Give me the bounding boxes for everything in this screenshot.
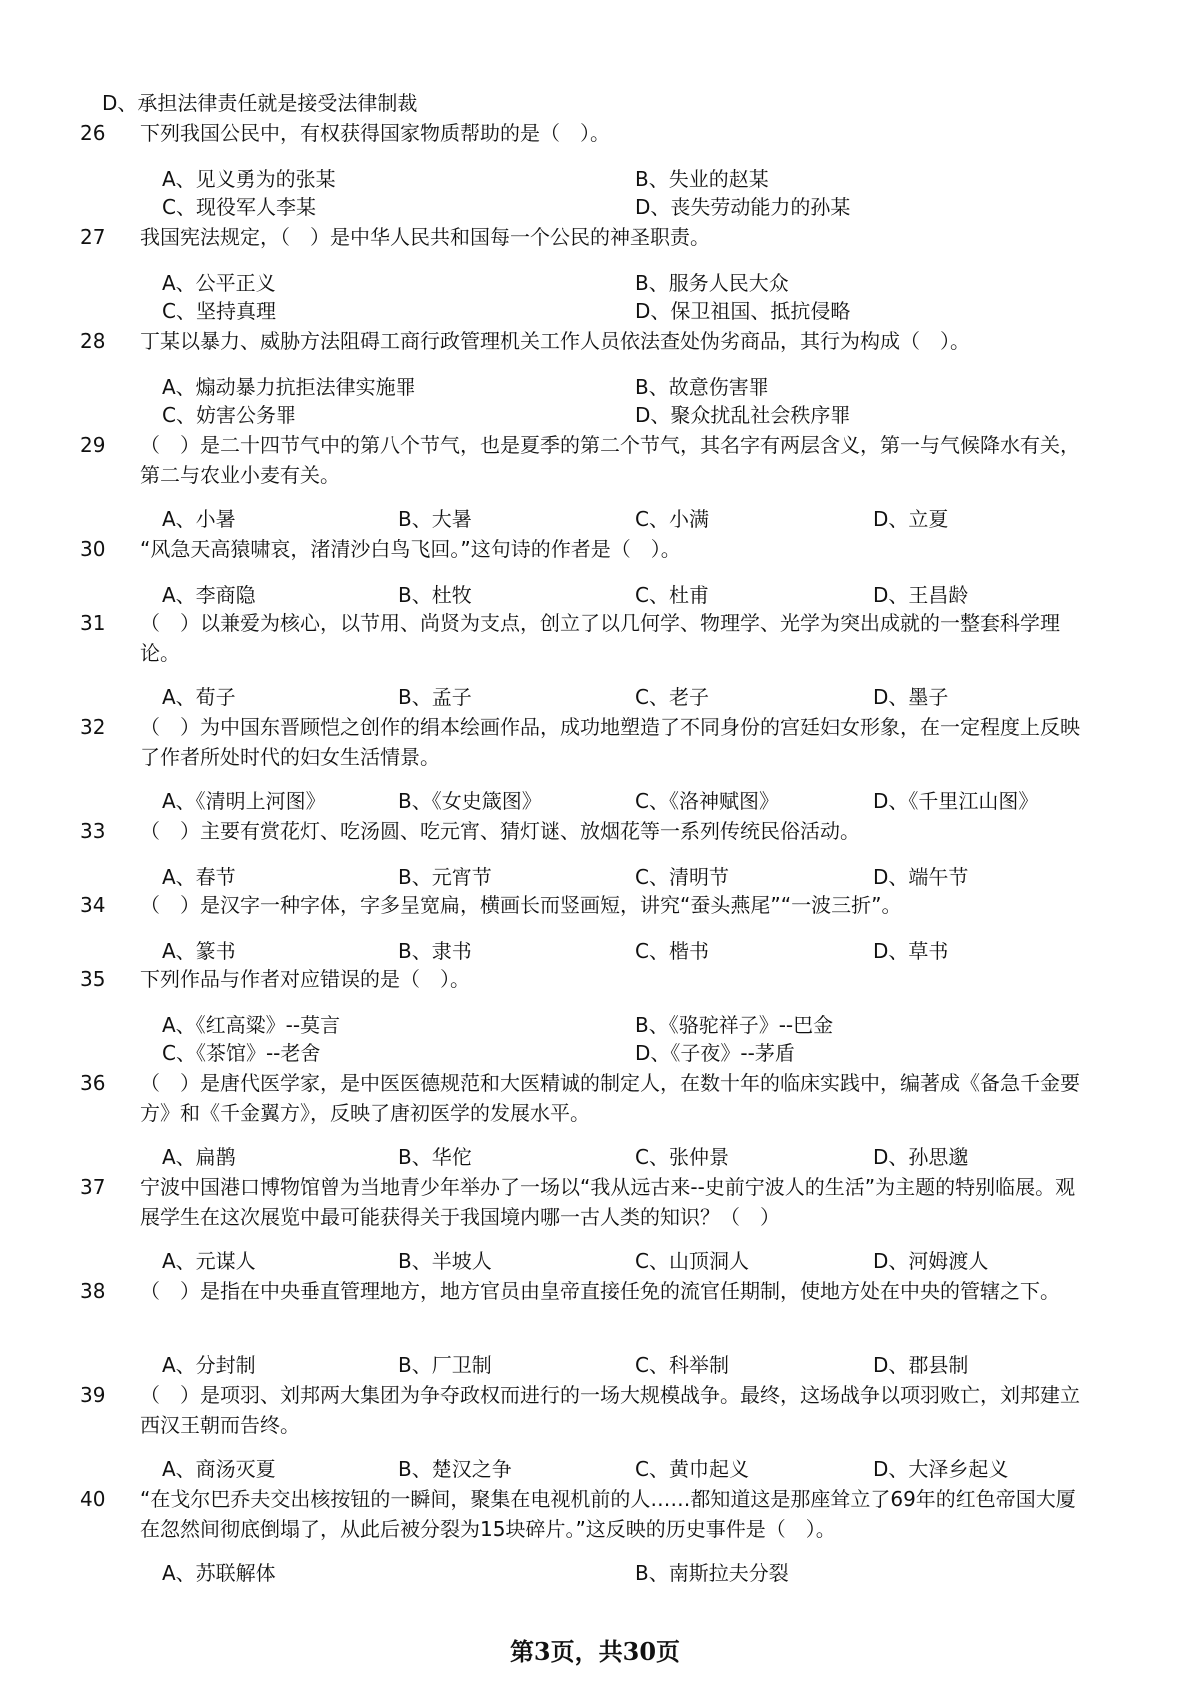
option-c: C、《洛神赋图》 — [635, 789, 779, 813]
option-b: B、孟子 — [398, 685, 472, 709]
option-d: D、《千里江山图》 — [873, 789, 1039, 813]
page-number-footer: 第3页，共30页 — [509, 1637, 681, 1666]
question-text: （ ）是唐代医学家，是中医医德规范和大医精诚的制定人，在数十年的临床实践中，编著成《备急千金要方》和《千金翼方》，反映了唐初医学的发展水平。 — [140, 1071, 1080, 1125]
option-c: C、楷书 — [635, 939, 709, 963]
option-c: C、《茶馆》--老舍 — [162, 1041, 321, 1065]
option-a: A、见义勇为的张某 — [162, 167, 336, 191]
option-b: B、隶书 — [398, 939, 472, 963]
question-text: （ ）主要有赏花灯、吃汤圆、吃元宵、猜灯谜、放烟花等一系列传统民俗活动。 — [140, 819, 860, 843]
option-c: C、杜甫 — [635, 583, 709, 607]
question-text: 宁波中国港口博物馆曾为当地青少年举办了一场以“我从远古来--史前宁波人的生活”为主题的特别临展。观展学生在这次展览中最可能获得关于我国境内哪一古人类的知识？（ ） — [140, 1175, 1076, 1229]
option-b: B、故意伤害罪 — [635, 375, 769, 399]
option-c: C、科举制 — [635, 1353, 729, 1377]
question-number: 31 — [80, 611, 106, 635]
question-number: 34 — [80, 893, 106, 917]
question-number: 36 — [80, 1071, 106, 1095]
question-text: （ ）是二十四节气中的第八个节气，也是夏季的第二个节气，其名字有两层含义，第一与气候降水有关，第二与农业小麦有关。 — [140, 433, 1080, 487]
question-text: 丁某以暴力、威胁方法阻碍工商行政管理机关工作人员依法查处伪劣商品，其行为构成（ ）。 — [140, 329, 970, 353]
question-number: 35 — [80, 967, 106, 991]
option-a: A、分封制 — [162, 1353, 256, 1377]
question-text: 我国宪法规定，（ ）是中华人民共和国每一个公民的神圣职责。 — [140, 225, 710, 249]
carryover-option: D、承担法律责任就是接受法律制裁 — [102, 91, 418, 115]
option-d: D、丧失劳动能力的孙某 — [635, 195, 851, 219]
question-text: 下列作品与作者对应错误的是（ ）。 — [140, 967, 470, 991]
option-a: A、商汤灭夏 — [162, 1457, 276, 1481]
option-b: B、厂卫制 — [398, 1353, 492, 1377]
option-a: A、《红高粱》--莫言 — [162, 1013, 341, 1037]
question-text: “风急天高猿啸哀，渚清沙白鸟飞回。”这句诗的作者是（ ）。 — [140, 537, 681, 561]
option-c: C、妨害公务罪 — [162, 403, 296, 427]
question-number: 38 — [80, 1279, 106, 1303]
option-c: C、山顶洞人 — [635, 1249, 749, 1273]
question-number: 28 — [80, 329, 106, 353]
option-c: C、小满 — [635, 507, 709, 531]
option-b: B、南斯拉夫分裂 — [635, 1561, 789, 1585]
option-a: A、荀子 — [162, 685, 236, 709]
option-b: B、楚汉之争 — [398, 1457, 512, 1481]
option-a: A、煽动暴力抗拒法律实施罪 — [162, 375, 416, 399]
option-c: C、清明节 — [635, 865, 729, 889]
option-c: C、张仲景 — [635, 1145, 729, 1169]
option-a: A、篆书 — [162, 939, 236, 963]
option-c: C、黄巾起义 — [635, 1457, 749, 1481]
option-b: B、《骆驼祥子》--巴金 — [635, 1013, 834, 1037]
option-d: D、保卫祖国、抵抗侵略 — [635, 299, 851, 323]
question-number: 26 — [80, 121, 106, 145]
option-d: D、大泽乡起义 — [873, 1457, 1009, 1481]
option-b: B、元宵节 — [398, 865, 492, 889]
option-b: B、大暑 — [398, 507, 472, 531]
question-number: 32 — [80, 715, 106, 739]
option-d: D、王昌龄 — [873, 583, 969, 607]
option-d: D、立夏 — [873, 507, 949, 531]
option-b: B、半坡人 — [398, 1249, 492, 1273]
option-c: C、现役军人李某 — [162, 195, 316, 219]
question-text: （ ）是项羽、刘邦两大集团为争夺政权而进行的一场大规模战争。最终，这场战争以项羽败亡，刘邦建立西汉王朝而告终。 — [140, 1383, 1080, 1437]
option-d: D、草书 — [873, 939, 949, 963]
option-a: A、春节 — [162, 865, 236, 889]
option-d: D、河姆渡人 — [873, 1249, 989, 1273]
option-d: D、端午节 — [873, 865, 969, 889]
option-d: D、墨子 — [873, 685, 949, 709]
question-number: 40 — [80, 1487, 106, 1511]
question-text: （ ）为中国东晋顾恺之创作的绢本绘画作品，成功地塑造了不同身份的宫廷妇女形象，在一定程度上反映了作者所处时代的妇女生活情景。 — [140, 715, 1080, 769]
option-c: C、坚持真理 — [162, 299, 276, 323]
question-number: 33 — [80, 819, 106, 843]
question-text: （ ）以兼爱为核心，以节用、尚贤为支点，创立了以几何学、物理学、光学为突出成就的一整套科学理论。 — [140, 611, 1060, 665]
option-d: D、聚众扰乱社会秩序罪 — [635, 403, 851, 427]
question-number: 27 — [80, 225, 106, 249]
option-b: B、华佗 — [398, 1145, 472, 1169]
question-number: 30 — [80, 537, 106, 561]
question-text: （ ）是汉字一种字体，字多呈宽扁，横画长而竖画短，讲究“蚕头燕尾”“一波三折”。 — [140, 893, 902, 917]
option-b: B、杜牧 — [398, 583, 472, 607]
question-number: 37 — [80, 1175, 106, 1199]
question-text: （ ）是指在中央垂直管理地方，地方官员由皇帝直接任免的流官任期制，使地方处在中央的管辖之下。 — [140, 1279, 1060, 1303]
question-text: 下列我国公民中，有权获得国家物质帮助的是（ ）。 — [140, 121, 610, 145]
option-a: A、小暑 — [162, 507, 236, 531]
option-a: A、苏联解体 — [162, 1561, 276, 1585]
option-b: B、服务人民大众 — [635, 271, 789, 295]
question-text: “在戈尔巴乔夫交出核按钮的一瞬间，聚集在电视机前的人……都知道这是那座耸立了69年的红色帝国大厦在忽然间彻底倒塌了，从此后被分裂为15块碎片。”这反映的历史事件是（ ）。 — [140, 1487, 1076, 1541]
option-a: A、元谋人 — [162, 1249, 256, 1273]
option-b: B、《女史箴图》 — [398, 789, 542, 813]
option-d: D、《子夜》--茅盾 — [635, 1041, 795, 1065]
question-number: 39 — [80, 1383, 106, 1407]
option-d: D、孙思邈 — [873, 1145, 969, 1169]
option-d: D、郡县制 — [873, 1353, 969, 1377]
question-number: 29 — [80, 433, 106, 457]
option-a: A、扁鹊 — [162, 1145, 236, 1169]
option-a: A、《清明上河图》 — [162, 789, 326, 813]
option-a: A、公平正义 — [162, 271, 276, 295]
option-b: B、失业的赵某 — [635, 167, 769, 191]
option-c: C、老子 — [635, 685, 709, 709]
option-a: A、李商隐 — [162, 583, 256, 607]
